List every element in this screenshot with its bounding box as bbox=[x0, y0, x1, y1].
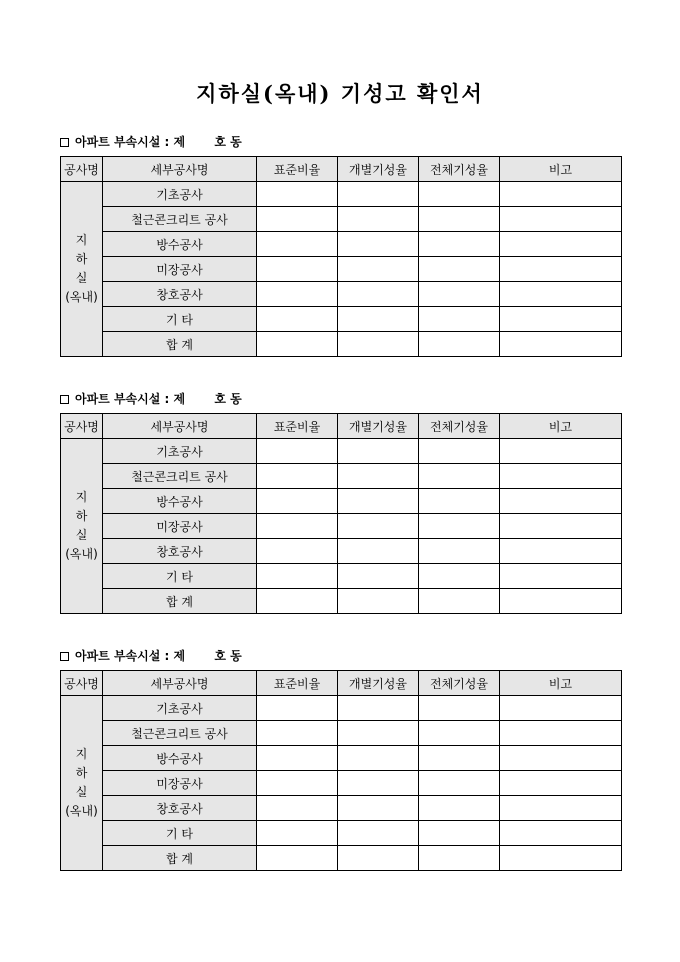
sub-work-name: 기초공사 bbox=[103, 182, 257, 207]
table-row bbox=[61, 489, 622, 514]
progress-table bbox=[60, 670, 622, 871]
section-heading bbox=[60, 647, 621, 665]
sub-work-name: 미장공사 bbox=[103, 771, 257, 796]
col-header-individual-progress: 개별기성율 bbox=[338, 671, 419, 696]
table-row bbox=[61, 746, 622, 771]
table-row bbox=[61, 771, 622, 796]
total-progress-field[interactable] bbox=[419, 232, 500, 257]
col-header-total-progress: 전체기성율 bbox=[419, 414, 500, 439]
standard-ratio-field[interactable] bbox=[257, 439, 338, 464]
total-progress-field[interactable] bbox=[419, 539, 500, 564]
checkbox-square-icon bbox=[60, 395, 69, 404]
total-progress-field[interactable] bbox=[419, 696, 500, 721]
remarks-field[interactable] bbox=[500, 257, 622, 282]
remarks-field[interactable] bbox=[500, 846, 622, 871]
col-header-sub-work-name: 세부공사명 bbox=[103, 157, 257, 182]
table-row bbox=[61, 514, 622, 539]
individual-progress-field[interactable] bbox=[338, 182, 419, 207]
individual-progress-field[interactable] bbox=[338, 332, 419, 357]
individual-progress-field[interactable] bbox=[338, 564, 419, 589]
work-name-cell bbox=[61, 696, 103, 871]
sub-work-name: 철근콘크리트 공사 bbox=[103, 721, 257, 746]
section-2 bbox=[60, 390, 621, 614]
table-row-total bbox=[61, 332, 622, 357]
sub-work-name: 창호공사 bbox=[103, 539, 257, 564]
standard-ratio-field[interactable] bbox=[257, 696, 338, 721]
standard-ratio-field[interactable] bbox=[257, 514, 338, 539]
section-heading bbox=[60, 133, 621, 151]
table-row bbox=[61, 539, 622, 564]
standard-ratio-field[interactable] bbox=[257, 796, 338, 821]
section-heading-text: 아파트 부속시설 : 제 호 동 bbox=[75, 649, 242, 663]
remarks-field[interactable] bbox=[500, 539, 622, 564]
total-progress-field[interactable] bbox=[419, 282, 500, 307]
sub-work-name: 합 계 bbox=[103, 589, 257, 614]
table-row bbox=[61, 307, 622, 332]
col-header-work-name: 공사명 bbox=[61, 671, 103, 696]
sub-work-name: 창호공사 bbox=[103, 282, 257, 307]
remarks-field[interactable] bbox=[500, 721, 622, 746]
table-row bbox=[61, 696, 622, 721]
sub-work-name: 기초공사 bbox=[103, 696, 257, 721]
total-progress-field[interactable] bbox=[419, 846, 500, 871]
col-header-total-progress: 전체기성율 bbox=[419, 157, 500, 182]
sub-work-name: 창호공사 bbox=[103, 796, 257, 821]
table-row bbox=[61, 257, 622, 282]
standard-ratio-field[interactable] bbox=[257, 539, 338, 564]
sub-work-name: 철근콘크리트 공사 bbox=[103, 207, 257, 232]
section-3 bbox=[60, 647, 621, 871]
sub-work-name: 기 타 bbox=[103, 564, 257, 589]
sub-work-name: 합 계 bbox=[103, 846, 257, 871]
table-row bbox=[61, 821, 622, 846]
standard-ratio-field[interactable] bbox=[257, 182, 338, 207]
section-heading-text: 아파트 부속시설 : 제 호 동 bbox=[75, 135, 242, 149]
section-1 bbox=[60, 133, 621, 357]
checkbox-square-icon bbox=[60, 138, 69, 147]
side-label-char: 하 bbox=[75, 509, 88, 523]
remarks-field[interactable] bbox=[500, 771, 622, 796]
total-progress-field[interactable] bbox=[419, 332, 500, 357]
progress-table bbox=[60, 156, 622, 357]
table-row bbox=[61, 464, 622, 489]
table-row-total bbox=[61, 589, 622, 614]
remarks-field[interactable] bbox=[500, 514, 622, 539]
sub-work-name: 기 타 bbox=[103, 307, 257, 332]
side-label-char: (옥내) bbox=[65, 804, 98, 818]
remarks-field[interactable] bbox=[500, 232, 622, 257]
remarks-field[interactable] bbox=[500, 564, 622, 589]
remarks-field[interactable] bbox=[500, 182, 622, 207]
standard-ratio-field[interactable] bbox=[257, 464, 338, 489]
side-label-char: 하 bbox=[75, 766, 88, 780]
table-row-total bbox=[61, 846, 622, 871]
remarks-field[interactable] bbox=[500, 796, 622, 821]
standard-ratio-field[interactable] bbox=[257, 746, 338, 771]
table-header-row bbox=[61, 414, 622, 439]
total-progress-field[interactable] bbox=[419, 207, 500, 232]
work-name-cell bbox=[61, 182, 103, 357]
sub-work-name: 미장공사 bbox=[103, 257, 257, 282]
col-header-individual-progress: 개별기성율 bbox=[338, 414, 419, 439]
standard-ratio-field[interactable] bbox=[257, 207, 338, 232]
total-progress-field[interactable] bbox=[419, 796, 500, 821]
side-label-char: 하 bbox=[75, 252, 88, 266]
remarks-field[interactable] bbox=[500, 821, 622, 846]
sub-work-name: 방수공사 bbox=[103, 746, 257, 771]
standard-ratio-field[interactable] bbox=[257, 721, 338, 746]
sub-work-name: 기초공사 bbox=[103, 439, 257, 464]
total-progress-field[interactable] bbox=[419, 514, 500, 539]
table-row bbox=[61, 564, 622, 589]
individual-progress-field[interactable] bbox=[338, 307, 419, 332]
total-progress-field[interactable] bbox=[419, 821, 500, 846]
side-label-char: 실 bbox=[75, 271, 88, 285]
document-title: 지하실(옥내) 기성고 확인서 bbox=[196, 81, 484, 106]
standard-ratio-field[interactable] bbox=[257, 332, 338, 357]
remarks-field[interactable] bbox=[500, 464, 622, 489]
table-row bbox=[61, 282, 622, 307]
individual-progress-field[interactable] bbox=[338, 282, 419, 307]
individual-progress-field[interactable] bbox=[338, 539, 419, 564]
table-row bbox=[61, 207, 622, 232]
individual-progress-field[interactable] bbox=[338, 232, 419, 257]
table-header-row bbox=[61, 671, 622, 696]
col-header-work-name: 공사명 bbox=[61, 414, 103, 439]
remarks-field[interactable] bbox=[500, 282, 622, 307]
table-row bbox=[61, 232, 622, 257]
standard-ratio-field[interactable] bbox=[257, 257, 338, 282]
total-progress-field[interactable] bbox=[419, 564, 500, 589]
standard-ratio-field[interactable] bbox=[257, 564, 338, 589]
side-label-char: (옥내) bbox=[65, 547, 98, 561]
total-progress-field[interactable] bbox=[419, 746, 500, 771]
table-row bbox=[61, 182, 622, 207]
col-header-total-progress: 전체기성율 bbox=[419, 671, 500, 696]
total-progress-field[interactable] bbox=[419, 464, 500, 489]
col-header-individual-progress: 개별기성율 bbox=[338, 157, 419, 182]
col-header-standard-ratio: 표준비율 bbox=[257, 157, 338, 182]
individual-progress-field[interactable] bbox=[338, 514, 419, 539]
individual-progress-field[interactable] bbox=[338, 257, 419, 282]
individual-progress-field[interactable] bbox=[338, 721, 419, 746]
side-label-char: 실 bbox=[75, 785, 88, 799]
standard-ratio-field[interactable] bbox=[257, 771, 338, 796]
standard-ratio-field[interactable] bbox=[257, 821, 338, 846]
remarks-field[interactable] bbox=[500, 489, 622, 514]
col-header-sub-work-name: 세부공사명 bbox=[103, 414, 257, 439]
col-header-standard-ratio: 표준비율 bbox=[257, 671, 338, 696]
individual-progress-field[interactable] bbox=[338, 489, 419, 514]
col-header-work-name: 공사명 bbox=[61, 157, 103, 182]
col-header-remarks: 비고 bbox=[500, 414, 622, 439]
total-progress-field[interactable] bbox=[419, 439, 500, 464]
total-progress-field[interactable] bbox=[419, 489, 500, 514]
sub-work-name: 철근콘크리트 공사 bbox=[103, 464, 257, 489]
standard-ratio-field[interactable] bbox=[257, 307, 338, 332]
standard-ratio-field[interactable] bbox=[257, 846, 338, 871]
remarks-field[interactable] bbox=[500, 332, 622, 357]
total-progress-field[interactable] bbox=[419, 771, 500, 796]
total-progress-field[interactable] bbox=[419, 721, 500, 746]
sub-work-name: 방수공사 bbox=[103, 232, 257, 257]
table-row bbox=[61, 439, 622, 464]
progress-table bbox=[60, 413, 622, 614]
side-label-char: 지 bbox=[75, 747, 88, 761]
remarks-field[interactable] bbox=[500, 439, 622, 464]
remarks-field[interactable] bbox=[500, 696, 622, 721]
individual-progress-field[interactable] bbox=[338, 796, 419, 821]
table-header-row bbox=[61, 157, 622, 182]
total-progress-field[interactable] bbox=[419, 589, 500, 614]
individual-progress-field[interactable] bbox=[338, 439, 419, 464]
total-progress-field[interactable] bbox=[419, 182, 500, 207]
section-heading-text: 아파트 부속시설 : 제 호 동 bbox=[75, 392, 242, 406]
standard-ratio-field[interactable] bbox=[257, 489, 338, 514]
individual-progress-field[interactable] bbox=[338, 746, 419, 771]
remarks-field[interactable] bbox=[500, 589, 622, 614]
individual-progress-field[interactable] bbox=[338, 771, 419, 796]
standard-ratio-field[interactable] bbox=[257, 232, 338, 257]
col-header-remarks: 비고 bbox=[500, 671, 622, 696]
work-name-cell bbox=[61, 439, 103, 614]
remarks-field[interactable] bbox=[500, 207, 622, 232]
section-heading bbox=[60, 390, 621, 408]
sub-work-name: 미장공사 bbox=[103, 514, 257, 539]
table-row bbox=[61, 721, 622, 746]
sub-work-name: 방수공사 bbox=[103, 489, 257, 514]
col-header-remarks: 비고 bbox=[500, 157, 622, 182]
total-progress-field[interactable] bbox=[419, 257, 500, 282]
standard-ratio-field[interactable] bbox=[257, 589, 338, 614]
individual-progress-field[interactable] bbox=[338, 207, 419, 232]
side-label-char: (옥내) bbox=[65, 290, 98, 304]
sub-work-name: 합 계 bbox=[103, 332, 257, 357]
individual-progress-field[interactable] bbox=[338, 821, 419, 846]
col-header-sub-work-name: 세부공사명 bbox=[103, 671, 257, 696]
individual-progress-field[interactable] bbox=[338, 696, 419, 721]
remarks-field[interactable] bbox=[500, 307, 622, 332]
sub-work-name: 기 타 bbox=[103, 821, 257, 846]
individual-progress-field[interactable] bbox=[338, 464, 419, 489]
standard-ratio-field[interactable] bbox=[257, 282, 338, 307]
side-label-char: 지 bbox=[75, 233, 88, 247]
individual-progress-field[interactable] bbox=[338, 589, 419, 614]
total-progress-field[interactable] bbox=[419, 307, 500, 332]
side-label-char: 지 bbox=[75, 490, 88, 504]
checkbox-square-icon bbox=[60, 652, 69, 661]
side-label-char: 실 bbox=[75, 528, 88, 542]
individual-progress-field[interactable] bbox=[338, 846, 419, 871]
table-row bbox=[61, 796, 622, 821]
col-header-standard-ratio: 표준비율 bbox=[257, 414, 338, 439]
remarks-field[interactable] bbox=[500, 746, 622, 771]
